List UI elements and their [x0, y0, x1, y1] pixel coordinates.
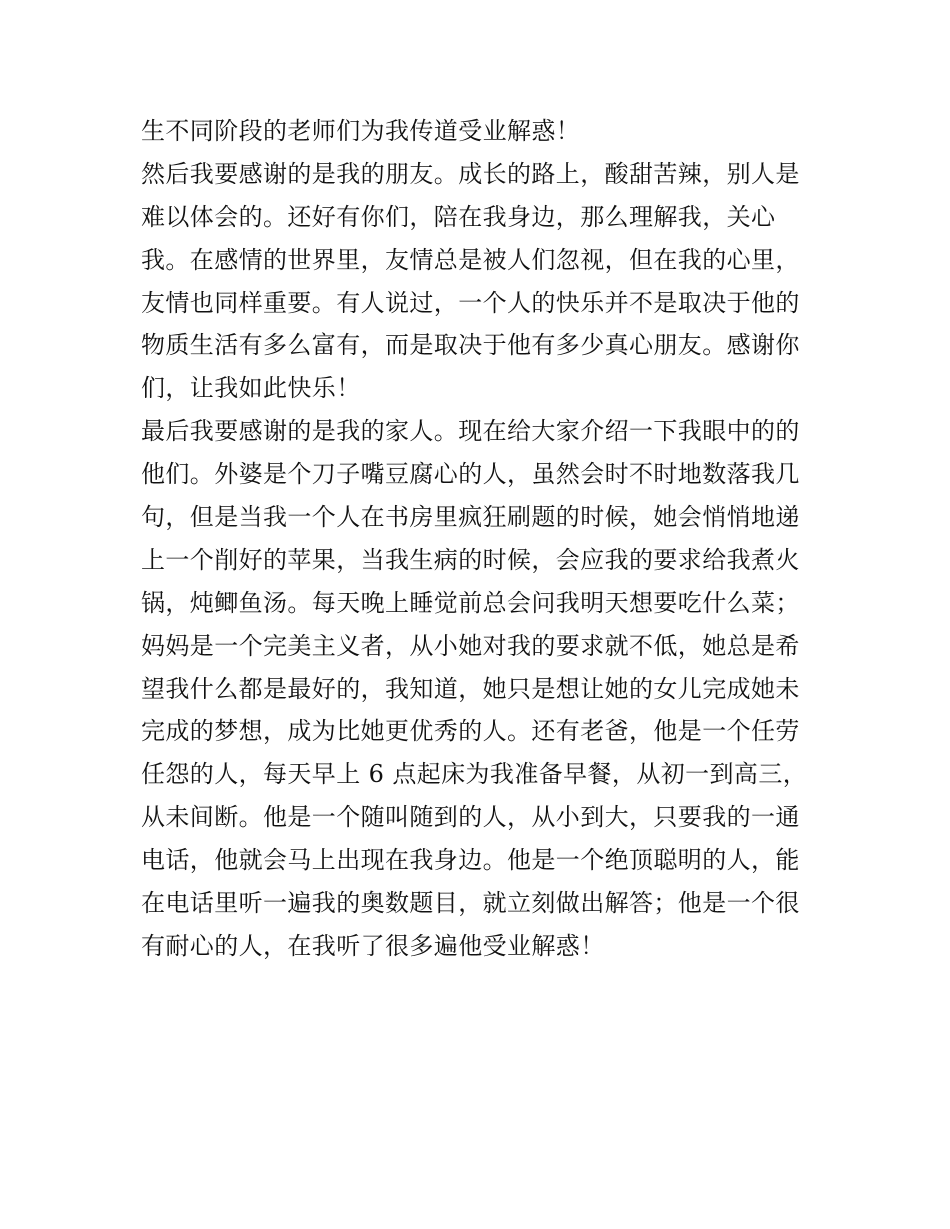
text-line: 我。在感情的世界里，友情总是被人们忽视，但在我的心里，	[141, 245, 800, 274]
text-line: 锅，炖鲫鱼汤。每天晚上睡觉前总会问我明天想要吃什么菜；	[141, 588, 800, 617]
text-line: 在电话里听一遍我的奥数题目，就立刻做出解答；他是一个很	[141, 889, 800, 918]
text-line: 然后我要感谢的是我的朋友。成长的路上，酸甜苦辣，别人是	[141, 159, 800, 188]
text-line: 他们。外婆是个刀子嘴豆腐心的人，虽然会时不时地数落我几	[141, 460, 800, 489]
text-line: 生不同阶段的老师们为我传道受业解惑！	[141, 117, 581, 145]
text-line: 物质生活有多么富有，而是取决于他有多少真心朋友。感谢你	[141, 331, 800, 360]
text-line: 妈妈是一个完美主义者，从小她对我的要求就不低，她总是希	[141, 631, 800, 660]
text-line: 最后我要感谢的是我的家人。现在给大家介绍一下我眼中的的	[141, 417, 800, 446]
text-line: 望我什么都是最好的，我知道，她只是想让她的女儿完成她未	[141, 674, 800, 703]
text-line: 句，但是当我一个人在书房里疯狂刷题的时候，她会悄悄地递	[141, 503, 800, 532]
text-line: 们，让我如此快乐！	[141, 374, 361, 403]
text-line: 难以体会的。还好有你们，陪在我身边，那么理解我，关心	[141, 202, 776, 231]
text-line: 友情也同样重要。有人说过，一个人的快乐并不是取决于他的	[141, 288, 800, 317]
text-line: 任怨的人，每天早上 6 点起床为我准备早餐，从初一到高三，	[141, 760, 808, 789]
text-line: 上一个削好的苹果，当我生病的时候，会应我的要求给我煮火	[141, 545, 800, 574]
text-line: 电话，他就会马上出现在我身边。他是一个绝顶聪明的人，能	[141, 846, 800, 875]
text-line: 从未间断。他是一个随叫随到的人，从小到大，只要我的一通	[141, 803, 800, 832]
document-text	[141, 110, 821, 968]
text-line: 有耐心的人，在我听了很多遍他受业解惑！	[141, 931, 605, 960]
text-line: 完成的梦想，成为比她更优秀的人。还有老爸，他是一个任劳	[141, 717, 800, 746]
